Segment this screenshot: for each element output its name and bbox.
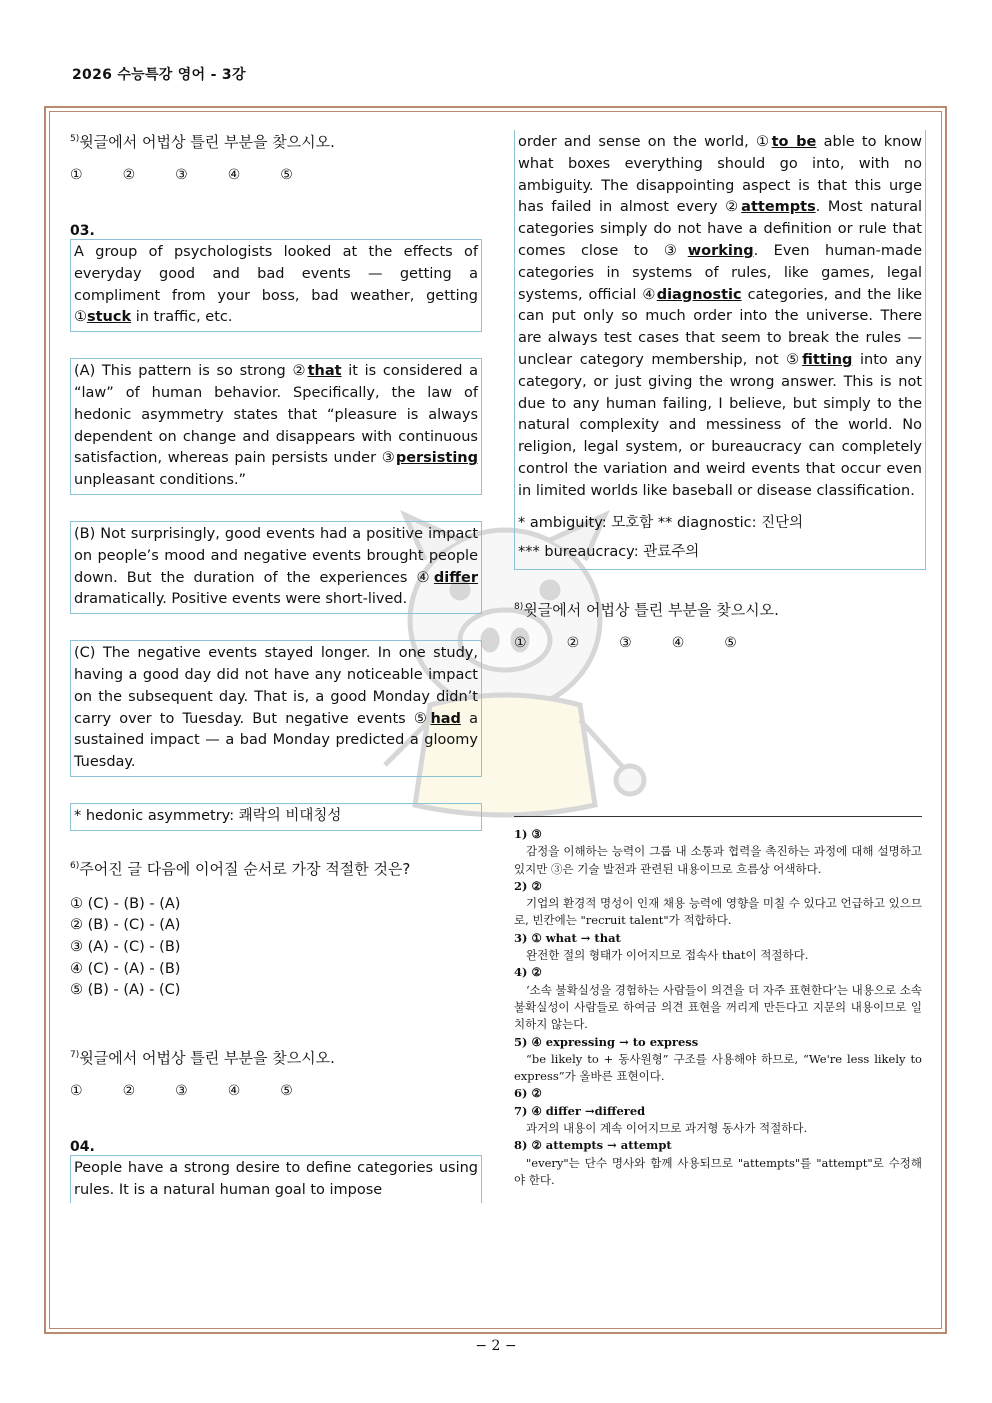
- left-column: [70, 128, 482, 1203]
- question-6-options: [70, 894, 482, 1002]
- answer-head: 7) ④ differ →differed: [514, 1103, 646, 1118]
- choice[interactable]: ⑤: [724, 634, 737, 651]
- choice[interactable]: ④: [227, 1082, 241, 1099]
- section-03-intro: A group of psychologists looked at the effects of everyday good and bad events — getting a compliment from your boss, bad weather, getting ①stuck in traffic, etc.: [70, 239, 482, 332]
- choice[interactable]: ③: [619, 634, 632, 651]
- answer-head: 8) ② attempts → attempt: [514, 1138, 672, 1153]
- answer-head: 2) ②: [514, 878, 542, 893]
- choice[interactable]: ④: [227, 167, 241, 183]
- question-5-choices: [70, 167, 482, 183]
- option[interactable]: ④ (C) - (A) - (B): [70, 960, 181, 977]
- choice[interactable]: ③: [175, 1082, 188, 1099]
- choice[interactable]: ④: [671, 634, 685, 651]
- page-header: 2026 수능특강 영어 - 3강: [72, 67, 246, 83]
- answer-head: 6) ②: [514, 1086, 542, 1101]
- answer-body: “be likely to + 동사원형” 구조를 사용해야 하므로, “We're less likely to express”가 올바른 표현이다.: [514, 1051, 922, 1084]
- answer-body: 감정을 이해하는 능력이 그룹 내 소통과 협력을 촉진하는 과정에 대해 설명하고 있지만 ③은 기술 발전과 관련된 내용이므로 흐름상 어색하다.: [514, 844, 922, 876]
- question-5: $^{5)}$윗글에서 어법상 틀린 부분을 찾으시오.: [70, 133, 335, 151]
- paragraph-b: (B) Not surprisingly, good events had a positive impact on people’s mood and negative events brought people down. But the duration of the experiences ④differ dramatically. Positive events were short-lived.: [70, 521, 482, 614]
- choice[interactable]: ③: [175, 167, 188, 183]
- question-7: $^{7)}$윗글에서 어법상 틀린 부분을 찾으시오.: [70, 1048, 335, 1067]
- paragraph-c: (C) The negative events stayed longer. In one study, having a good day did not have any noticeable impact on the subsequent day. That is, a good Monday didn’t carry over to Tuesday. But negative events ⑤had a sustained impact — a bad Monday predicted a gloomy Tuesday.: [70, 640, 482, 777]
- question-8: $^{8)}$윗글에서 어법상 틀린 부분을 찾으시오.: [514, 600, 779, 619]
- question-6: $^{6)}$주어진 글 다음에 이어질 순서로 가장 적절한 것은?: [70, 859, 411, 878]
- answer-body: 기업의 환경적 명성이 인재 채용 능력에 영향을 미칠 수 있다고 언급하고 있으므로, 빈칸에는 "recruit talent"가 적합하다.: [514, 896, 922, 928]
- answer-body: 과거의 내용이 계속 이어지므로 과거형 동사가 적절하다.: [526, 1121, 808, 1136]
- paragraph-a: (A) This pattern is so strong ②that it is considered a “law” of human behavior. Specifically, the law of hedonic asymmetry states that “pleasure is always dependent on change and disappears with continuous satisfaction, whereas pain persists under ③persisting unpleasant conditions.”: [70, 358, 482, 495]
- option[interactable]: ⑤ (B) - (A) - (C): [70, 982, 181, 999]
- question-7-choices: [70, 1083, 482, 1099]
- answer-body: 완전한 절의 형태가 이어지므로 접속사 that이 적절하다.: [526, 948, 809, 963]
- answer-head: 4) ②: [514, 965, 542, 980]
- answer-key: [514, 826, 922, 1189]
- page-number: − 2 −: [475, 1338, 517, 1354]
- section-04-passage: order and sense on the world, ①to be able to know what boxes everything should go into, with no ambiguity. The disappointing aspect is that this urge has failed in almost every ②attempts. Most natural categories simply do not have a definition or rule that comes close to ③working. Even human-made categories in systems of rules, like games, legal systems, official ④diagnostic categories, and the like can put only so much order into the universe. There are always test cases that seem to break the rules — unclear category membership, not ⑤fitting into any category, or just giving the wrong answer. This is not due to any human failing, I believe, but simply to the natural complexity and messiness of the world. No religion, legal system, or bureaucracy can completely control the variation and weird events that occur even in limited worlds like baseball or disease classification.: [514, 130, 926, 505]
- right-column: [514, 128, 926, 651]
- choice[interactable]: ①: [70, 167, 83, 183]
- choice[interactable]: ①: [514, 634, 527, 651]
- choice[interactable]: ②: [122, 1082, 136, 1099]
- question-8-choices: [514, 635, 926, 651]
- answer-head: 3) ① what → that: [514, 930, 621, 945]
- section-04-gloss: * ambiguity: 모호함 ** diagnostic: 진단의 *** bureaucracy: 관료주의: [514, 505, 926, 570]
- section-03-label: 03.: [70, 223, 95, 239]
- section-03-gloss: * hedonic asymmetry: 쾌락의 비대칭성: [70, 803, 482, 831]
- option[interactable]: ③ (A) - (C) - (B): [70, 938, 181, 955]
- choice[interactable]: ⑤: [280, 167, 293, 183]
- answer-body: "every"는 단수 명사와 함께 사용되므로 "attempts"를 "attempt"로 수정해야 한다.: [514, 1155, 922, 1187]
- option[interactable]: ① (C) - (B) - (A): [70, 895, 181, 912]
- choice[interactable]: ②: [122, 167, 136, 183]
- answer-head: 1) ③: [514, 827, 542, 841]
- choice[interactable]: ②: [566, 634, 580, 651]
- answer-body: ‘소속 불확실성을 경험하는 사람들이 의견을 더 자주 표현한다’는 내용으로 소속 불확실성이 사람들로 하여금 의견 표현을 꺼리게 만든다고 지문의 내용이므로 일치하지 않는다.: [514, 982, 922, 1032]
- choice[interactable]: ⑤: [280, 1082, 293, 1099]
- option[interactable]: ② (B) - (C) - (A): [70, 917, 181, 934]
- section-04-intro: People have a strong desire to define categories using rules. It is a natural human goal to impose: [70, 1155, 482, 1204]
- answer-divider: [514, 816, 922, 817]
- choice[interactable]: ①: [70, 1082, 83, 1099]
- section-04-label: 04.: [70, 1138, 95, 1155]
- answer-head: 5) ④ expressing → to express: [514, 1034, 699, 1049]
